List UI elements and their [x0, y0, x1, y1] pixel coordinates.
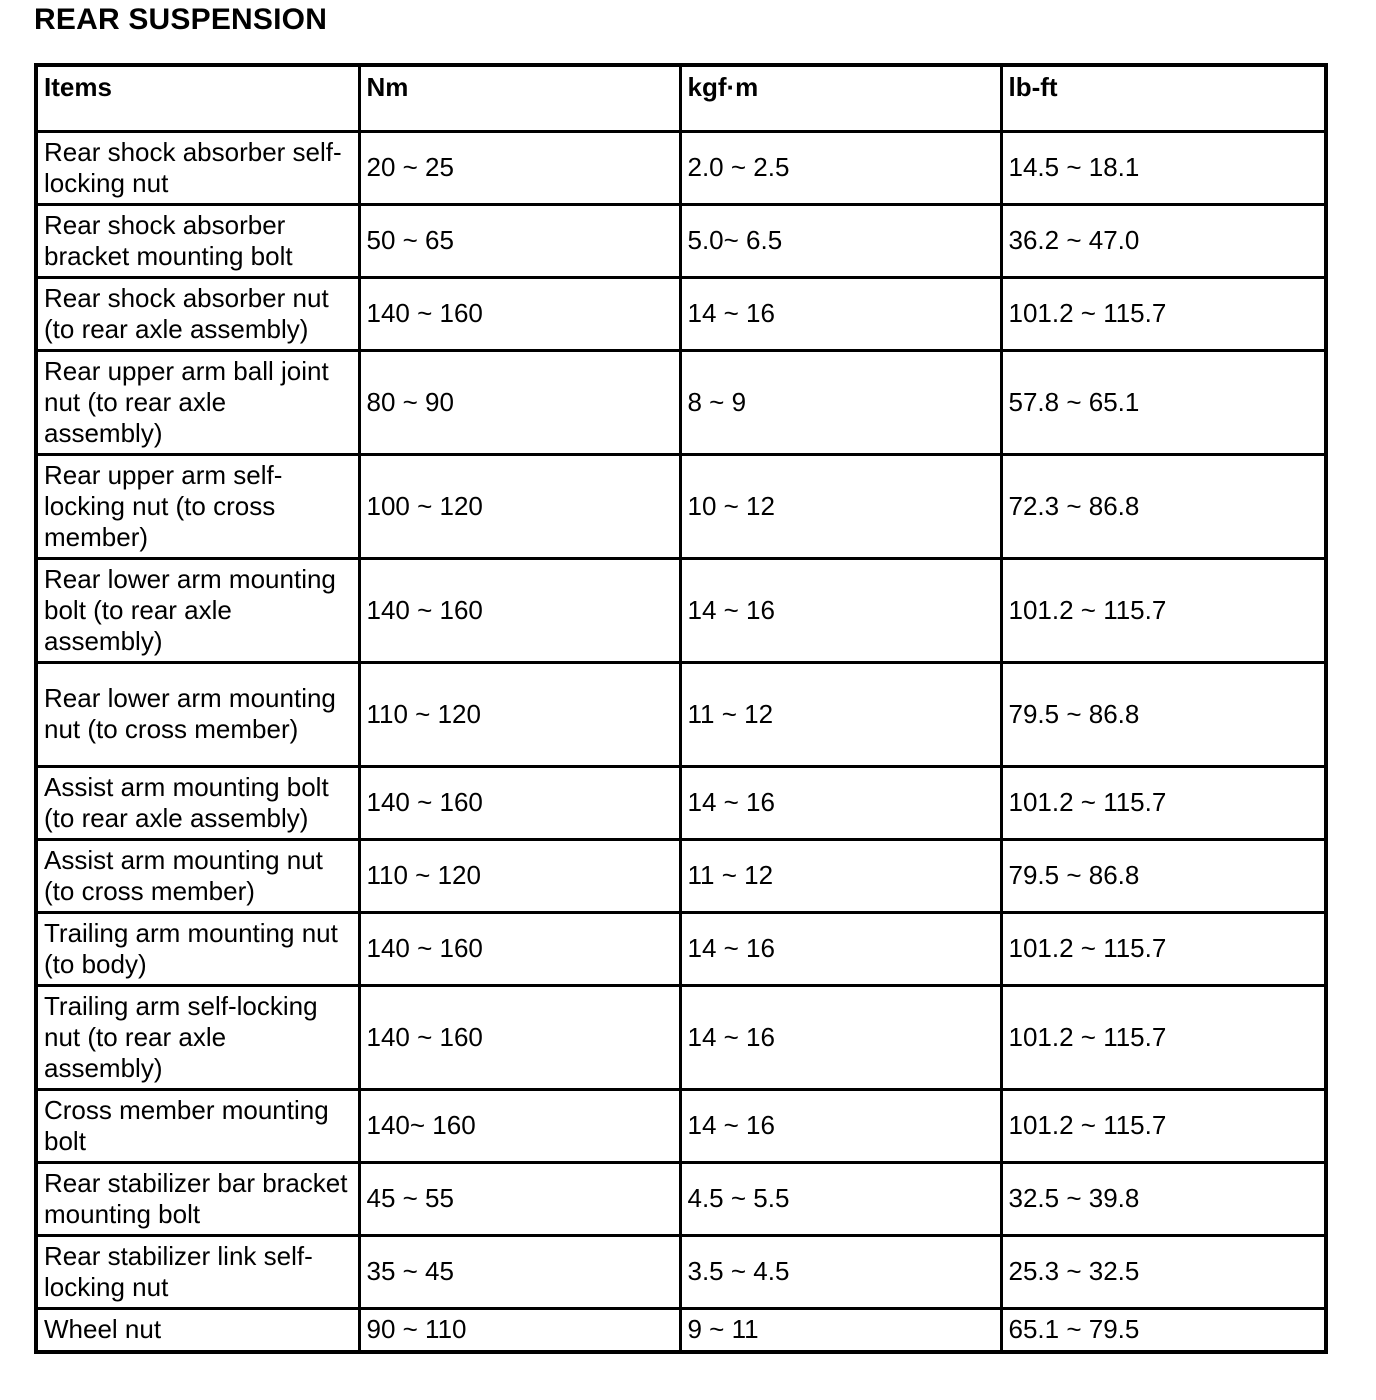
table-row [36, 766, 1326, 839]
item-cell: Trailing arm mounting nut (to body) [36, 912, 359, 985]
table-row [36, 558, 1326, 662]
nm-cell: 50 ~ 65 [359, 204, 680, 277]
kgfm-cell: 11 ~ 12 [680, 662, 1001, 766]
kgfm-cell: 8 ~ 9 [680, 350, 1001, 454]
item-cell: Rear upper arm ball joint nut (to rear axle assembly) [36, 350, 359, 454]
item-cell: Rear shock absorber self-locking nut [36, 131, 359, 204]
item-cell: Assist arm mounting nut (to cross member) [36, 839, 359, 912]
column-header-items: Items [36, 65, 359, 131]
item-cell: Trailing arm self-locking nut (to rear axle assembly) [36, 985, 359, 1089]
table-row [36, 662, 1326, 766]
lbft-cell: 65.1 ~ 79.5 [1001, 1308, 1326, 1352]
table-row [36, 1235, 1326, 1308]
lbft-cell: 57.8 ~ 65.1 [1001, 350, 1326, 454]
kgfm-cell: 14 ~ 16 [680, 912, 1001, 985]
item-cell: Wheel nut [36, 1308, 359, 1352]
table-row [36, 277, 1326, 350]
table-row [36, 839, 1326, 912]
item-cell: Rear stabilizer bar bracket mounting bolt [36, 1162, 359, 1235]
nm-cell: 80 ~ 90 [359, 350, 680, 454]
table-row [36, 1308, 1326, 1352]
item-cell: Rear shock absorber nut (to rear axle assembly) [36, 277, 359, 350]
table-row [36, 350, 1326, 454]
nm-cell: 140 ~ 160 [359, 277, 680, 350]
kgfm-cell: 14 ~ 16 [680, 985, 1001, 1089]
nm-cell: 140~ 160 [359, 1089, 680, 1162]
table-row [36, 912, 1326, 985]
lbft-cell: 79.5 ~ 86.8 [1001, 839, 1326, 912]
item-cell: Rear shock absorber bracket mounting bolt [36, 204, 359, 277]
lbft-cell: 101.2 ~ 115.7 [1001, 1089, 1326, 1162]
column-header-kgfm: kgf·m [680, 65, 1001, 131]
table-row [36, 1089, 1326, 1162]
lbft-cell: 101.2 ~ 115.7 [1001, 558, 1326, 662]
kgfm-cell: 5.0~ 6.5 [680, 204, 1001, 277]
nm-cell: 110 ~ 120 [359, 839, 680, 912]
item-cell: Rear stabilizer link self-locking nut [36, 1235, 359, 1308]
lbft-cell: 79.5 ~ 86.8 [1001, 662, 1326, 766]
item-cell: Cross member mounting bolt [36, 1089, 359, 1162]
lbft-cell: 72.3 ~ 86.8 [1001, 454, 1326, 558]
nm-cell: 35 ~ 45 [359, 1235, 680, 1308]
nm-cell: 45 ~ 55 [359, 1162, 680, 1235]
nm-cell: 140 ~ 160 [359, 985, 680, 1089]
page-title: REAR SUSPENSION [34, 3, 328, 36]
nm-cell: 140 ~ 160 [359, 766, 680, 839]
table-row [36, 204, 1326, 277]
nm-cell: 100 ~ 120 [359, 454, 680, 558]
item-cell: Rear upper arm self-locking nut (to cross member) [36, 454, 359, 558]
lbft-cell: 101.2 ~ 115.7 [1001, 766, 1326, 839]
kgfm-cell: 14 ~ 16 [680, 277, 1001, 350]
table-row [36, 454, 1326, 558]
lbft-cell: 36.2 ~ 47.0 [1001, 204, 1326, 277]
kgfm-cell: 3.5 ~ 4.5 [680, 1235, 1001, 1308]
kgfm-cell: 14 ~ 16 [680, 766, 1001, 839]
kgfm-cell: 9 ~ 11 [680, 1308, 1001, 1352]
nm-cell: 140 ~ 160 [359, 912, 680, 985]
item-cell: Rear lower arm mounting bolt (to rear axle assembly) [36, 558, 359, 662]
kgfm-cell: 2.0 ~ 2.5 [680, 131, 1001, 204]
lbft-cell: 32.5 ~ 39.8 [1001, 1162, 1326, 1235]
kgfm-cell: 14 ~ 16 [680, 1089, 1001, 1162]
torque-spec-table [34, 63, 1328, 1354]
nm-cell: 90 ~ 110 [359, 1308, 680, 1352]
kgfm-cell: 11 ~ 12 [680, 839, 1001, 912]
column-header-nm: Nm [359, 65, 680, 131]
nm-cell: 110 ~ 120 [359, 662, 680, 766]
kgfm-cell: 10 ~ 12 [680, 454, 1001, 558]
table-header-row [36, 65, 1326, 131]
kgfm-cell: 14 ~ 16 [680, 558, 1001, 662]
lbft-cell: 14.5 ~ 18.1 [1001, 131, 1326, 204]
nm-cell: 20 ~ 25 [359, 131, 680, 204]
lbft-cell: 101.2 ~ 115.7 [1001, 277, 1326, 350]
table-row [36, 1162, 1326, 1235]
nm-cell: 140 ~ 160 [359, 558, 680, 662]
item-cell: Rear lower arm mounting nut (to cross member) [36, 662, 359, 766]
item-cell: Assist arm mounting bolt (to rear axle assembly) [36, 766, 359, 839]
table-row [36, 131, 1326, 204]
lbft-cell: 101.2 ~ 115.7 [1001, 912, 1326, 985]
lbft-cell: 25.3 ~ 32.5 [1001, 1235, 1326, 1308]
column-header-lbft: lb-ft [1001, 65, 1326, 131]
table-row [36, 985, 1326, 1089]
kgfm-cell: 4.5 ~ 5.5 [680, 1162, 1001, 1235]
lbft-cell: 101.2 ~ 115.7 [1001, 985, 1326, 1089]
